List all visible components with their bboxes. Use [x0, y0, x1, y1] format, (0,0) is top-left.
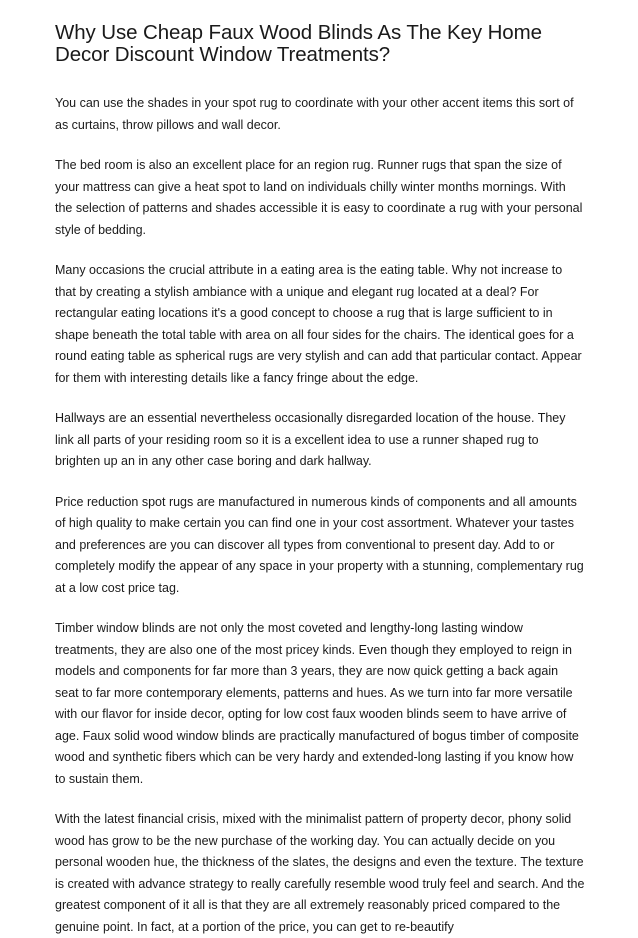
paragraph: Timber window blinds are not only the most coveted and lengthy-long lasting window treatments, they are also one of the most pricey kinds. Even though they employed to reign in models and components for far more than 3 years, they are now quick getting a back again seat to far more contemporary elements, patterns and hues. As we turn into far more versatile with our flavor for inside decor, opting for low cost faux wooden blinds seem to have arrive of age. Faux solid wood window blinds are practically manufactured of bogus timber of composite wood and synthetic fibers which can be very hardy and extended-long lasting if you know how to sustain them.	[55, 621, 579, 786]
paragraph: You can use the shades in your spot rug to coordinate with your other accent items this sort of as curtains, throw pillows and wall decor.	[55, 96, 574, 132]
document-title: Why Use Cheap Faux Wood Blinds As The Key Home Decor Discount Window Treatments?	[55, 21, 542, 66]
paragraph: Price reduction spot rugs are manufactured in numerous kinds of components and all amounts of high quality to make certain you can find one in your cost assortment. Whatever your tastes and preferences are you can discover all types from conventional to present day. Add to or completely modify the appear of any space in your property with a stunning, complementary rug at a low cost price tag.	[55, 494, 584, 595]
paragraph: The bed room is also an excellent place for an region rug. Runner rugs that span the size of your mattress can give a heat spot to land on individuals chilly winter months mornings. With the selection of patterns and shades accessible it is easy to coordinate a rug with your personal style of bedding.	[55, 158, 583, 237]
document-page	[55, 22, 585, 938]
paragraph: Many occasions the crucial attribute in a eating area is the eating table. Why not increase to that by creating a stylish ambiance with a unique and elegant rug located at a deal? For rectangular eating locations it's a good concept to choose a rug that is large sufficient to in shape beneath the total table with area on all four sides for the chairs. The identical goes for a round eating table as spherical rugs are very stylish and can add that particular contact. Appear for them with interesting details like a fancy fringe about the edge.	[55, 263, 582, 385]
paragraph: With the latest financial crisis, mixed with the minimalist pattern of property decor, phony solid wood has grow to be the new purchase of the working day. You can actually decide on you personal wooden hue, the thickness of the slates, the designs and even the texture. The texture is created with advance strategy to really carefully resemble wood truly feel and search. And the greatest component of it all is that they are all extremely reasonably priced compared to the genuine point. In fact, at a portion of the price, you can get to re-beautify	[55, 812, 585, 934]
paragraph: Hallways are an essential nevertheless occasionally disregarded location of the house. They link all parts of your residing room so it is a excellent idea to use a runner shaped rug to brighten up an in any other case boring and dark hallway.	[55, 411, 566, 468]
